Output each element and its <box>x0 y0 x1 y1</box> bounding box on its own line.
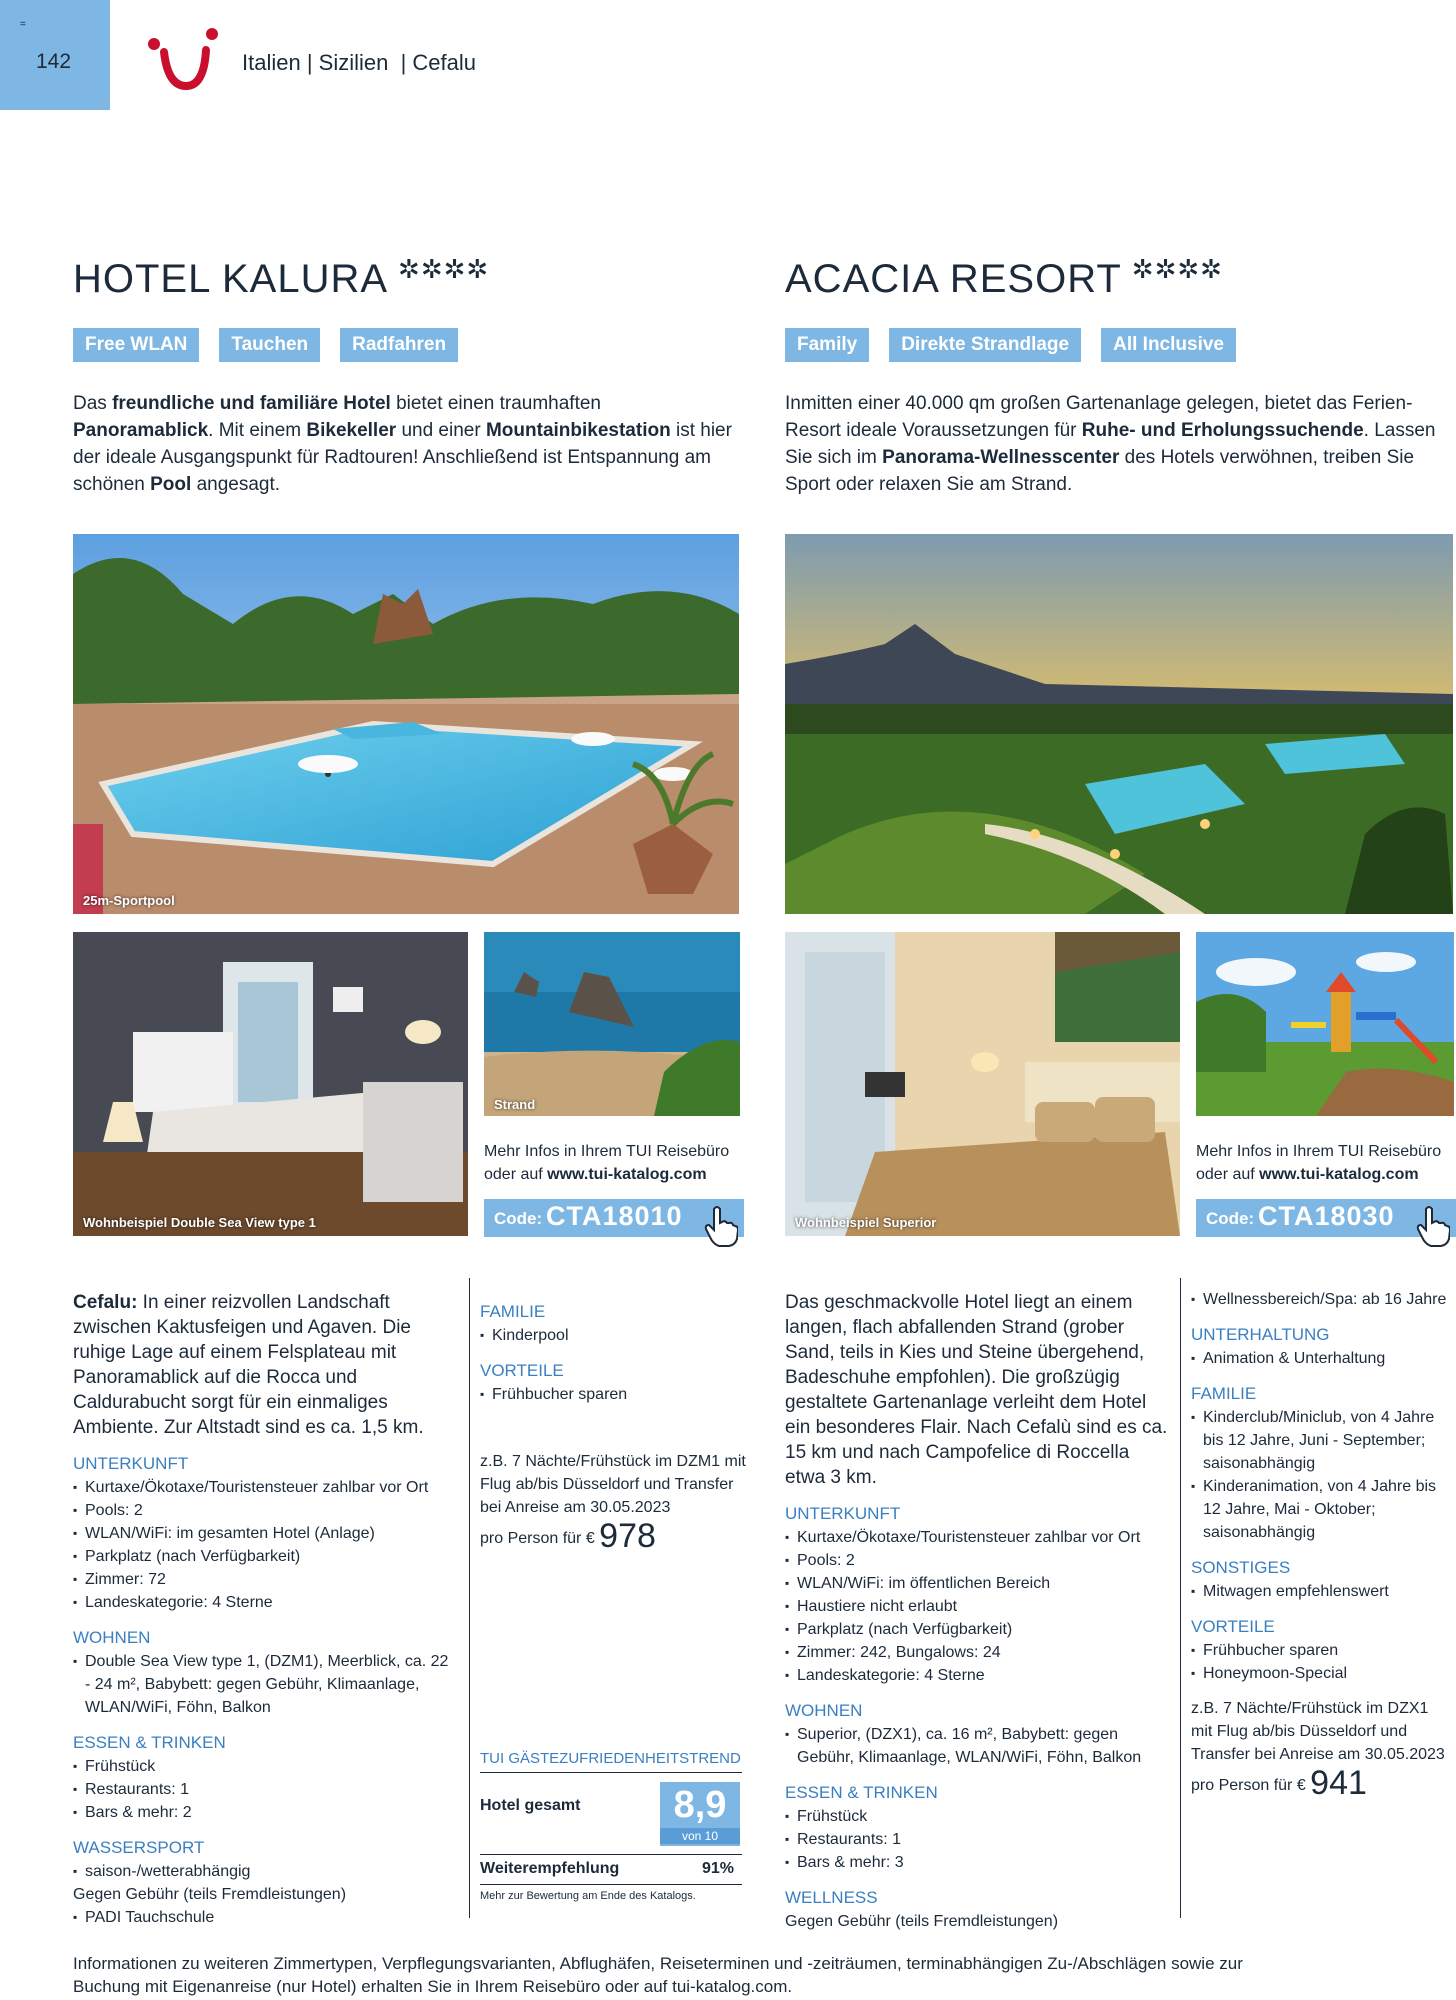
intro-text-run: . Lassen Sie sich im <box>785 420 1436 468</box>
divider <box>480 1772 742 1773</box>
list-item: ▪ Frühbucher sparen <box>1191 1639 1451 1662</box>
list-item: ▪ Restaurants: 1 <box>785 1828 1170 1851</box>
bullet-list <box>785 1805 1170 1874</box>
section-heading: UNTERHALTUNG <box>1191 1325 1330 1344</box>
hotel-overall-label: Hotel gesamt <box>480 1797 581 1814</box>
section-heading: ESSEN & TRINKEN <box>73 1733 226 1752</box>
info-line: Mehr Infos in Ihrem TUI Reisebüro <box>484 1143 730 1160</box>
hotel-intro <box>73 390 743 498</box>
column-divider <box>469 1278 470 1918</box>
info-line: Mehr Infos in Ihrem TUI Reisebüro <box>1196 1143 1442 1160</box>
code-label: Code: <box>494 1209 543 1228</box>
code-value: CTA18010 <box>546 1201 683 1231</box>
photo-caption: Wohnbeispiel Double Sea View type 1 <box>83 1215 316 1230</box>
list-item: ▪ Parkplatz (nach Verfügbarkeit) <box>785 1618 1170 1641</box>
intro-text-run: freundliche und familiäre Hotel <box>112 393 391 414</box>
section-heading: SONSTIGES <box>1191 1558 1291 1577</box>
resort-image <box>785 534 1453 914</box>
hotel-details-column <box>73 1290 458 1929</box>
bullet-list <box>785 1526 1170 1687</box>
photo-caption: Wohnbeispiel Superior <box>795 1215 937 1230</box>
list-item: ▪ Haustiere nicht erlaubt <box>785 1595 1170 1618</box>
list-item: ▪ WLAN/WiFi: im gesamten Hotel (Anlage) <box>73 1522 458 1545</box>
list-item: ▪ Double Sea View type 1, (DZM1), Meerblick, ca. 22 - 24 m², Babybett: gegen Gebühr, Klimaanlage, WLAN/WiFi, Föhn, Balkon <box>73 1650 458 1719</box>
photo-room <box>785 932 1180 1236</box>
info-box <box>1196 1140 1456 1186</box>
page-number: 142 <box>36 50 72 73</box>
section-heading: WOHNEN <box>785 1701 863 1720</box>
price-prefix: pro Person für € <box>480 1530 600 1547</box>
section-heading: WELLNESS <box>785 1888 878 1907</box>
section-note: Gegen Gebühr (teils Fremdleistungen) <box>73 1886 347 1903</box>
tag: Radfahren <box>340 328 458 362</box>
photo-pool <box>73 534 739 914</box>
page-mark: = <box>20 19 26 30</box>
location-name: Cefalu: <box>73 1292 138 1313</box>
intro-text-run: des Hotels verwöhnen, treiben Sie Sport oder relaxen Sie am Strand. <box>785 447 1415 495</box>
photo-caption: Strand <box>494 1097 536 1112</box>
intro-text-run: Das <box>73 393 113 414</box>
list-item: ▪ Animation & Unterhaltung <box>1191 1347 1451 1370</box>
section-group <box>1191 1323 1451 1685</box>
tag: Free WLAN <box>73 328 199 362</box>
section-heading: UNTERKUNFT <box>73 1454 189 1473</box>
side-column <box>480 1288 750 1555</box>
list-item: ▪ Pools: 2 <box>785 1549 1170 1572</box>
section-heading: UNTERKUNFT <box>785 1504 901 1523</box>
intro-text-run: Mountainbikestation <box>485 420 671 441</box>
price-value: 978 <box>599 1517 656 1555</box>
bullet-list <box>1191 1406 1451 1544</box>
list-item: ▪ Frühstück <box>785 1805 1170 1828</box>
photo-room <box>73 932 468 1236</box>
feature-tags <box>785 328 1236 362</box>
bullet-list <box>73 1755 458 1824</box>
bullet-list <box>73 1650 458 1719</box>
price-value: 941 <box>1310 1764 1367 1802</box>
recommendation-value: 91% <box>702 1860 735 1877</box>
wellness-list <box>1191 1288 1451 1311</box>
section-note: Gegen Gebühr (teils Fremdleistungen) <box>785 1913 1059 1930</box>
hotel-name: ACACIA RESORT <box>785 257 1122 301</box>
list-item: ▪ Zimmer: 242, Bungalows: 24 <box>785 1641 1170 1664</box>
list-item: ▪ Mitwagen empfehlenswert <box>1191 1580 1451 1603</box>
rating-scale: von 10 <box>660 1828 740 1844</box>
photo-resort <box>785 534 1453 914</box>
list-item: ▪ Kurtaxe/Ökotaxe/Touristensteuer zahlbar vor Ort <box>785 1526 1170 1549</box>
list-item: ▪ Bars & mehr: 3 <box>785 1851 1170 1874</box>
list-item: ▪ Wellnessbereich/Spa: ab 16 Jahre <box>1191 1288 1451 1311</box>
hotel-intro <box>785 390 1455 498</box>
feature-tags <box>73 328 458 362</box>
intro-text-run: Ruhe- und Erholungssuchende <box>1081 420 1364 441</box>
tui-logo <box>142 28 220 90</box>
info-prefix: oder auf <box>1196 1166 1260 1183</box>
info-prefix: oder auf <box>484 1166 548 1183</box>
intro-text-run: ist hier der ideale Ausgangspunkt für Radtouren! Anschließend ist Entspannung am schönen <box>73 420 732 495</box>
satisfaction-heading: TUI GÄSTEZUFRIEDENHEITSTREND <box>480 1750 741 1767</box>
section-heading: VORTEILE <box>480 1361 564 1380</box>
code-value: CTA18030 <box>1258 1201 1395 1231</box>
footer-note: Informationen zu weiteren Zimmertypen, Verpflegungsvarianten, Abflughäfen, Reiseterminen und -zeiträumen, terminabhängigen Zu-/Abschlägen sowie zur Buchung mit Eigenanreise (nur Hotel) erhalten Sie in Ihrem Reisebüro oder auf tui-katalog.com. <box>73 1954 1243 1996</box>
side-column <box>1191 1288 1451 1802</box>
pointer-hand-icon <box>1416 1205 1450 1247</box>
star-rating: ✲✲✲✲ <box>398 254 490 284</box>
section-heading: WOHNEN <box>73 1628 151 1647</box>
intro-text-run: angesagt. <box>191 474 281 495</box>
intro-text-run: Panorama-Wellnesscenter <box>882 447 1120 468</box>
section-heading: WASSERSPORT <box>73 1838 205 1857</box>
intro-text-run: . Mit einem <box>208 420 307 441</box>
intro-text-run: Panoramablick <box>73 420 209 441</box>
tag: Family <box>785 328 869 362</box>
intro-text-run: Inmitten einer 40.000 qm großen Gartenanlage gelegen, bietet das Ferien-Resort ideale Voraussetzungen für <box>785 393 1413 441</box>
bullet-list <box>480 1383 750 1406</box>
list-item: ▪ Landeskategorie: 4 Sterne <box>785 1664 1170 1687</box>
section-heading: VORTEILE <box>1191 1617 1275 1636</box>
booking-code-button[interactable] <box>484 1199 744 1237</box>
divider <box>480 1884 742 1885</box>
list-item: ▪ Bars & mehr: 2 <box>73 1801 458 1824</box>
photo-playground <box>1196 932 1454 1116</box>
photo-caption: 25m-Sportpool <box>83 893 175 908</box>
list-item: ▪ Pools: 2 <box>73 1499 458 1522</box>
price-text: z.B. 7 Nächte/Frühstück im DZX1 mit Flug ab/bis Düsseldorf und Transfer bei Anreise am 30.05.2023 <box>1191 1700 1445 1763</box>
tag: All Inclusive <box>1101 328 1236 362</box>
booking-code-button[interactable] <box>1196 1199 1456 1237</box>
list-item: ▪ Kinderanimation, von 4 Jahre bis 12 Jahre, Mai - Oktober; saisonabhängig <box>1191 1475 1451 1544</box>
rating-score-box <box>660 1782 740 1846</box>
photo-beach <box>484 932 740 1116</box>
list-item: ▪ saison-/wetterabhängig <box>73 1860 458 1883</box>
info-box <box>484 1140 754 1186</box>
list-item: ▪ Kinderclub/Miniclub, von 4 Jahre bis 12 Jahre, Juni - September; saisonabhängig <box>1191 1406 1451 1475</box>
beach-image <box>484 932 740 1116</box>
hotel-description: Das geschmackvolle Hotel liegt an einem langen, flach abfallenden Strand (grober Sand, teils in Kies und Steine übergehend, Badeschuhe empfohlen). Die großzügig gestaltete Gartenanlage verleiht dem Hotel ein besonderes Flair. Nach Cefalù sind es ca. 15 km und nach Campofelice di Roccella etwa 3 km. <box>785 1292 1168 1488</box>
code-label: Code: <box>1206 1209 1255 1228</box>
bullet-list <box>73 1476 458 1614</box>
list-item: ▪ Kinderpool <box>480 1324 750 1347</box>
intro-text-run: und einer <box>396 420 486 441</box>
bullet-list <box>1191 1580 1451 1603</box>
intro-text-run: bietet einen traumhaften <box>390 393 601 414</box>
breadcrumb: Italien | Sizilien | Cefalu <box>242 50 476 75</box>
section-group <box>785 1502 1170 1933</box>
rating-note: Mehr zur Bewertung am Ende des Katalogs. <box>480 1890 696 1902</box>
catalog-link[interactable]: www.tui-katalog.com <box>547 1166 707 1183</box>
list-item: ▪ WLAN/WiFi: im öffentlichen Bereich <box>785 1572 1170 1595</box>
tag: Direkte Strandlage <box>889 328 1081 362</box>
location-text: In einer reizvollen Landschaft zwischen Kaktusfeigen und Agaven. Die ruhige Lage auf einem Felsplateau mit Panoramablick auf die Rocca und Caldurabucht sorgt für ein einmaliges Ambiente. Zur Altstadt sind es ca. 1,5 km. <box>73 1292 424 1438</box>
list-item: ▪ PADI Tauchschule <box>73 1906 458 1929</box>
list-item: ▪ Superior, (DZX1), ca. 16 m², Babybett: gegen Gebühr, Klimaanlage, WLAN/WiFi, Föhn, Balkon <box>785 1723 1170 1769</box>
list-item: ▪ Zimmer: 72 <box>73 1568 458 1591</box>
bullet-list <box>1191 1347 1451 1370</box>
playground-image <box>1196 932 1454 1116</box>
list-item: ▪ Kurtaxe/Ökotaxe/Touristensteuer zahlbar vor Ort <box>73 1476 458 1499</box>
room-image <box>785 932 1180 1236</box>
list-item: ▪ Parkplatz (nach Verfügbarkeit) <box>73 1545 458 1568</box>
bullet-list <box>785 1723 1170 1769</box>
hotel-title-kalura <box>73 254 489 302</box>
catalog-link[interactable]: www.tui-katalog.com <box>1259 1166 1419 1183</box>
location-description <box>73 1290 458 1440</box>
price-line <box>1191 1764 1451 1802</box>
hotel-title-acacia <box>785 254 1223 302</box>
room-image <box>73 932 468 1236</box>
bullet-list <box>480 1324 750 1347</box>
column-divider <box>1180 1278 1181 1918</box>
list-item: ▪ Honeymoon-Special <box>1191 1662 1451 1685</box>
list-item: ▪ Frühbucher sparen <box>480 1383 750 1406</box>
price-text: z.B. 7 Nächte/Frühstück im DZM1 mit Flug ab/bis Düsseldorf und Transfer bei Anreise am 30.05.2023 <box>480 1453 746 1516</box>
section-heading: FAMILIE <box>1191 1384 1257 1403</box>
recommendation-label: Weiterempfehlung <box>480 1860 620 1877</box>
intro-text-run: Bikekeller <box>306 420 397 441</box>
rating-score: 8,9 <box>673 1784 727 1826</box>
section-heading: ESSEN & TRINKEN <box>785 1783 938 1802</box>
list-item: ▪ Restaurants: 1 <box>73 1778 458 1801</box>
star-rating: ✲✲✲✲ <box>1131 254 1223 284</box>
section-group <box>480 1300 750 1406</box>
bullet-list <box>73 1860 458 1883</box>
page-number-tab <box>0 0 110 110</box>
price-prefix: pro Person für € <box>1191 1777 1311 1794</box>
intro-text-run: Pool <box>150 474 192 495</box>
price-line <box>480 1517 750 1555</box>
tag: Tauchen <box>219 328 320 362</box>
section-heading: FAMILIE <box>480 1302 546 1321</box>
list-item: ▪ Landeskategorie: 4 Sterne <box>73 1591 458 1614</box>
divider <box>480 1854 742 1855</box>
hotel-name: HOTEL KALURA <box>73 257 389 301</box>
bullet-list <box>1191 1639 1451 1685</box>
pool-image <box>73 534 739 914</box>
hotel-details-column <box>785 1290 1170 1933</box>
pointer-hand-icon <box>704 1205 738 1247</box>
section-group <box>73 1452 458 1929</box>
bullet-list <box>73 1906 458 1929</box>
list-item: ▪ Frühstück <box>73 1755 458 1778</box>
